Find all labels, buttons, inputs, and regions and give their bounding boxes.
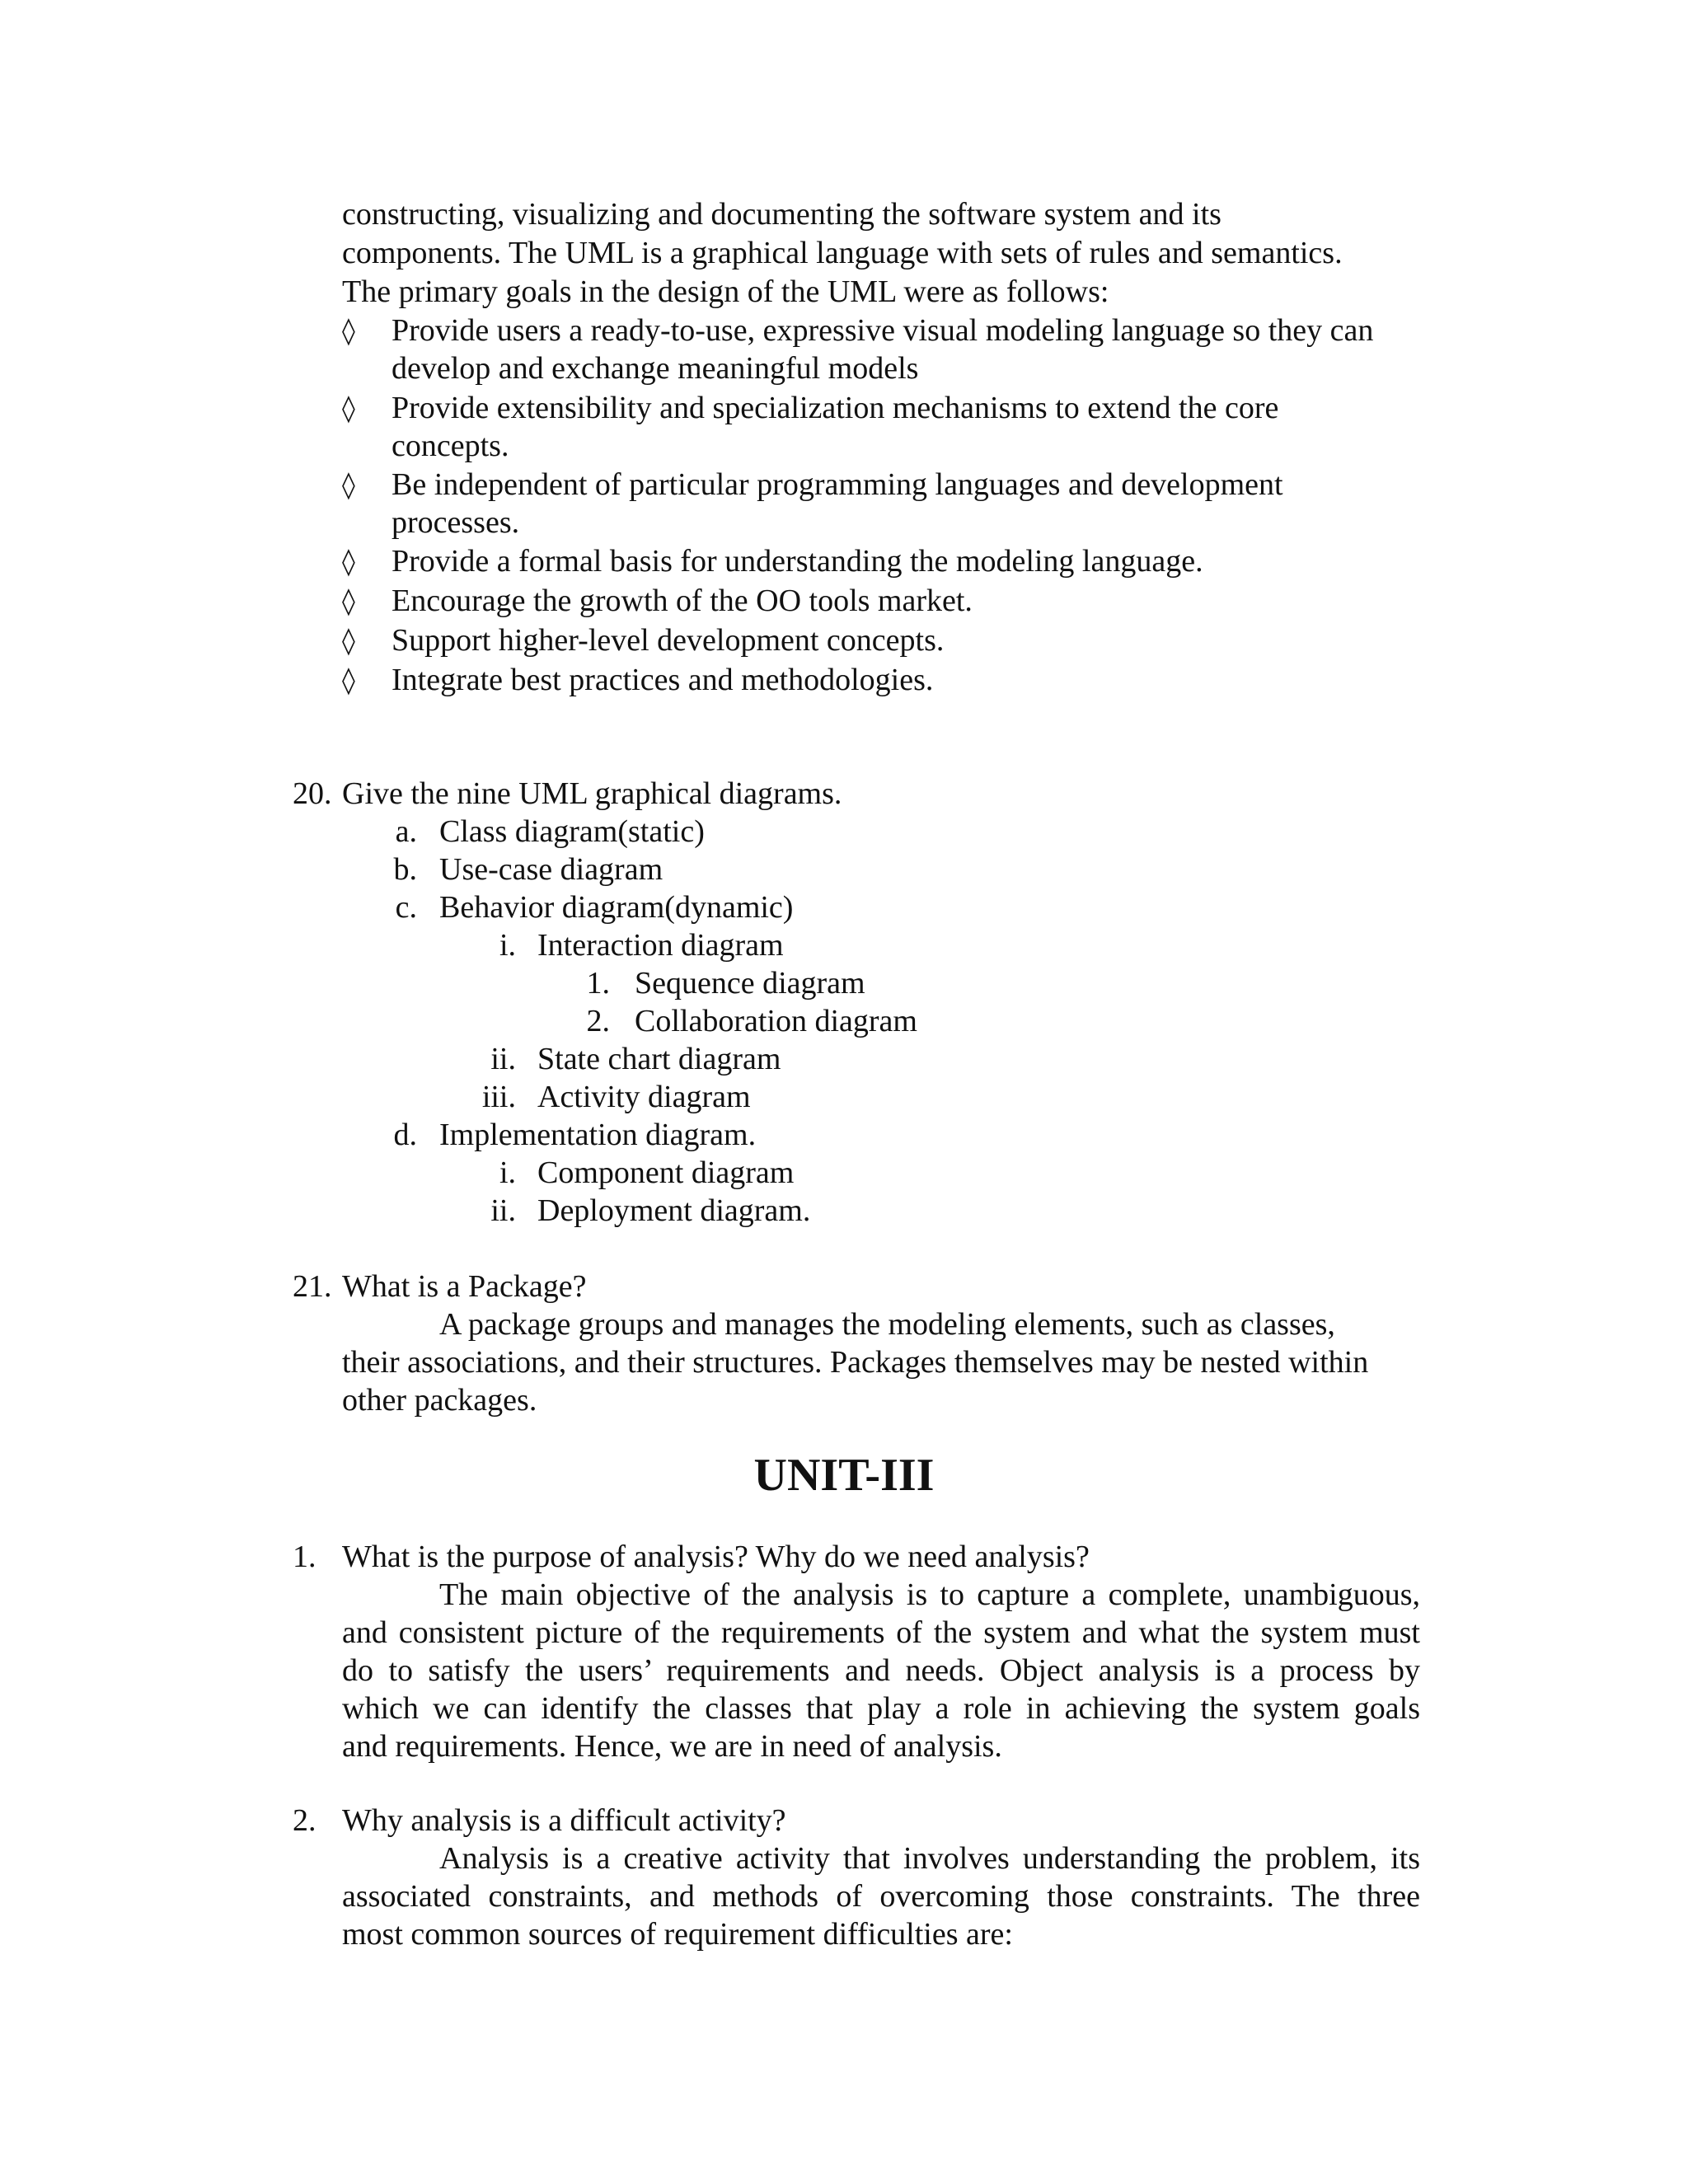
- list-marker: i.: [499, 1155, 516, 1190]
- list-marker: d.: [393, 1118, 417, 1152]
- diamond-bullet-icon: ◊: [342, 585, 355, 616]
- goal-item: Provide extensibility and specialization mechanisms to extend the core: [392, 391, 1279, 425]
- goal-item: Support higher-level development concepts.: [392, 623, 945, 658]
- question-number: 21.: [293, 1269, 332, 1304]
- answer-line: A package groups and manages the modeling elements, such as classes,: [439, 1307, 1335, 1342]
- answer-line: associated constraints, and methods of overcoming those constraints. The three: [342, 1879, 1420, 1914]
- list-item: Collaboration diagram: [635, 1004, 917, 1038]
- list-marker: a.: [395, 814, 417, 849]
- list-marker: ii.: [490, 1193, 516, 1228]
- diamond-bullet-icon: ◊: [342, 625, 355, 656]
- question-text: What is a Package?: [342, 1269, 587, 1304]
- list-marker: i.: [499, 928, 516, 963]
- diamond-bullet-icon: ◊: [342, 664, 355, 696]
- intro-line: constructing, visualizing and documenting the software system and its: [342, 197, 1221, 232]
- answer-line: do to satisfy the users’ requirements and needs. Object analysis is a process by: [342, 1653, 1420, 1688]
- list-item: Deployment diagram.: [537, 1193, 811, 1228]
- list-item: Sequence diagram: [635, 966, 865, 1001]
- list-marker: c.: [395, 890, 417, 925]
- answer-line: their associations, and their structures. Packages themselves may be nested within: [342, 1345, 1369, 1380]
- goal-item: Provide users a ready-to-use, expressive visual modeling language so they can: [392, 313, 1374, 348]
- list-marker: iii.: [481, 1080, 516, 1114]
- goal-item-continuation: processes.: [392, 505, 520, 540]
- question-number: 1.: [293, 1540, 316, 1574]
- question-text: Why analysis is a difficult activity?: [342, 1803, 786, 1838]
- list-marker: ii.: [490, 1042, 516, 1076]
- question-number: 2.: [293, 1803, 316, 1838]
- answer-line: and consistent picture of the requirements of the system and what the system must: [342, 1615, 1420, 1650]
- list-item: Component diagram: [537, 1155, 795, 1190]
- list-marker: b.: [393, 852, 417, 887]
- unit-heading: UNIT-III: [753, 1450, 935, 1501]
- goal-item: Integrate best practices and methodologies.: [392, 663, 934, 697]
- goal-item: Provide a formal basis for understanding the modeling language.: [392, 544, 1203, 579]
- list-item: Interaction diagram: [537, 928, 784, 963]
- answer-line: other packages.: [342, 1383, 537, 1418]
- list-item: Class diagram(static): [439, 814, 705, 849]
- diamond-bullet-icon: ◊: [342, 392, 355, 424]
- list-marker: 1.: [586, 966, 610, 1001]
- diamond-bullet-icon: ◊: [342, 469, 355, 500]
- goal-item: Encourage the growth of the OO tools market.: [392, 583, 973, 618]
- answer-line: Analysis is a creative activity that involves understanding the problem, its: [439, 1841, 1420, 1876]
- question-number: 20.: [293, 776, 332, 811]
- diamond-bullet-icon: ◊: [342, 315, 355, 346]
- question-text: Give the nine UML graphical diagrams.: [342, 776, 842, 811]
- list-item: Implementation diagram.: [439, 1118, 757, 1152]
- answer-line: The main objective of the analysis is to capture a complete, unambiguous,: [439, 1577, 1420, 1612]
- list-item: Behavior diagram(dynamic): [439, 890, 794, 925]
- intro-line: The primary goals in the design of the UML were as follows:: [342, 274, 1109, 309]
- goal-item-continuation: concepts.: [392, 429, 509, 463]
- intro-line: components. The UML is a graphical language with sets of rules and semantics.: [342, 236, 1343, 270]
- goal-item-continuation: develop and exchange meaningful models: [392, 351, 919, 386]
- answer-line: most common sources of requirement difficulties are:: [342, 1917, 1013, 1952]
- list-item: State chart diagram: [537, 1042, 781, 1076]
- list-item: Use-case diagram: [439, 852, 663, 887]
- list-item: Activity diagram: [537, 1080, 751, 1114]
- goal-item: Be independent of particular programming languages and development: [392, 467, 1283, 502]
- question-text: What is the purpose of analysis? Why do we need analysis?: [342, 1540, 1090, 1574]
- answer-line: which we can identify the classes that play a role in achieving the system goals: [342, 1691, 1420, 1726]
- diamond-bullet-icon: ◊: [342, 546, 355, 577]
- list-marker: 2.: [586, 1004, 610, 1038]
- answer-line: and requirements. Hence, we are in need of analysis.: [342, 1729, 1002, 1764]
